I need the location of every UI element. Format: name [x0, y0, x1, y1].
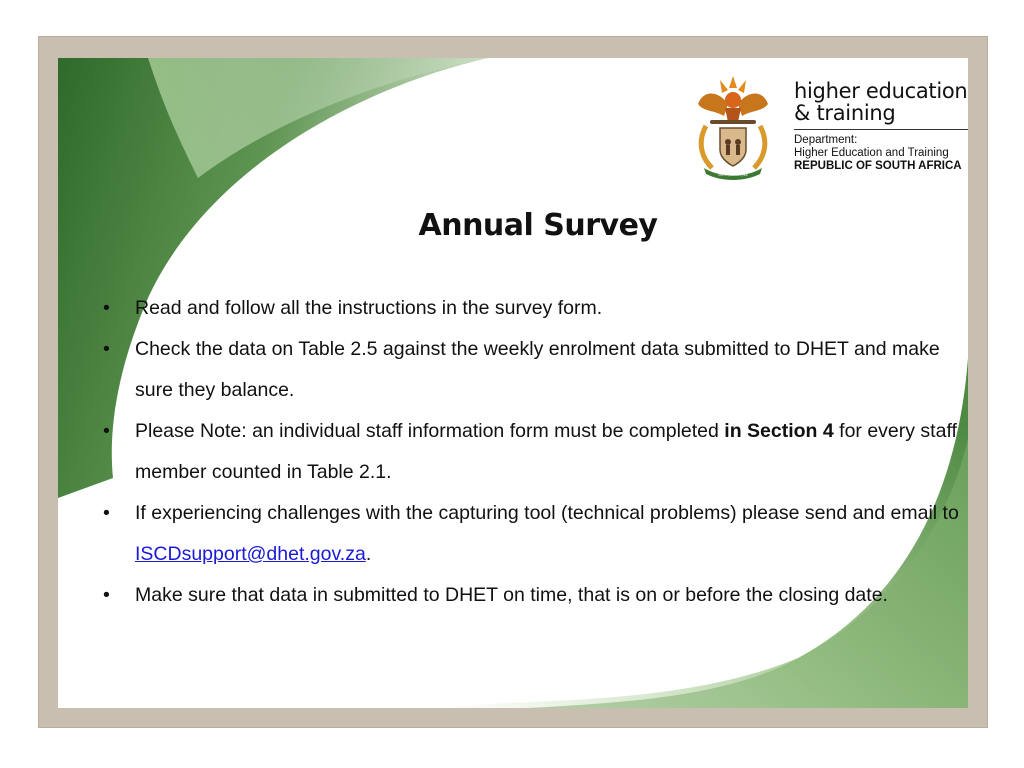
- bullet-dot: •: [103, 584, 110, 606]
- bullet-item: [103, 288, 963, 329]
- dhet-logo: [690, 70, 968, 195]
- dept-label: Department:: [794, 134, 858, 146]
- support-email-link[interactable]: ISCDsupport@dhet.gov.za: [135, 543, 366, 565]
- brand-divider: [794, 129, 968, 130]
- dept-name: Higher Education and Training: [794, 147, 949, 159]
- dept-country: REPUBLIC OF SOUTH AFRICA: [794, 160, 962, 172]
- bullet-dot: •: [103, 502, 110, 524]
- bullet-item: [103, 493, 963, 575]
- bullet-text: for every staff member counted in Table 2.1.: [135, 420, 957, 483]
- bullet-item: [103, 411, 963, 493]
- bullet-item: [103, 329, 963, 411]
- bullet-list: [103, 288, 963, 616]
- bullet-text: Read and follow all the instructions in the survey form.: [135, 297, 603, 319]
- brand-text-block: [794, 80, 968, 173]
- bullet-text: Please Note: an individual staff information form must be completed: [135, 420, 725, 442]
- bullet-text: Check the data on Table 2.5 against the weekly enrolment data submitted to DHET and make sure they balance.: [135, 338, 940, 401]
- bullet-bold-text: in Section 4: [724, 420, 834, 442]
- svg-text:!KE E: /XARRA //KE: !KE E: /XARRA //KE: [718, 173, 748, 177]
- slide-frame: [38, 36, 988, 728]
- slide: [58, 58, 968, 708]
- bullet-dot: •: [103, 338, 110, 360]
- coat-of-arms-icon: [690, 70, 776, 182]
- bullet-text: If experiencing challenges with the capturing tool (technical problems) please send and email to: [135, 502, 959, 524]
- brand-line-1: higher education: [794, 79, 968, 103]
- bullet-item: [103, 575, 963, 616]
- bullet-dot: •: [103, 297, 110, 319]
- slide-title: Annual Survey: [418, 208, 658, 243]
- bullet-dot: •: [103, 420, 110, 442]
- bullet-text: Make sure that data in submitted to DHET on time, that is on or before the closing date.: [135, 584, 888, 606]
- brand-line-2: & training: [794, 101, 896, 125]
- bullet-text: .: [365, 543, 372, 565]
